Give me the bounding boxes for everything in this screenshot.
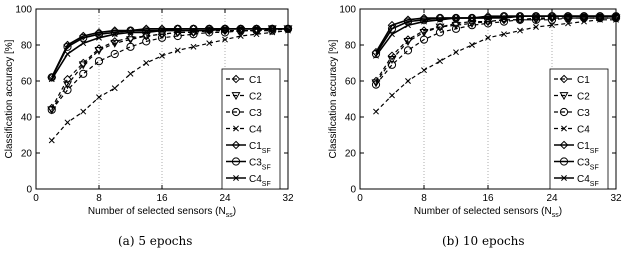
data-point — [65, 120, 70, 125]
caption-a: (a) 5 epochs — [118, 234, 193, 248]
y-tick-label: 20 — [20, 148, 32, 160]
y-tick-label: 0 — [26, 184, 32, 196]
x-tick-label: 16 — [482, 193, 494, 204]
data-point — [80, 70, 87, 77]
y-axis-label: Classification accuracy [%] — [4, 39, 15, 159]
legend — [550, 69, 608, 189]
y-tick-label: 40 — [344, 112, 356, 124]
x-tick-label: 32 — [610, 193, 622, 204]
x-tick-label: 32 — [282, 193, 294, 204]
legend-label: C2 — [249, 91, 262, 103]
legend-label: C2 — [577, 91, 590, 103]
legend-label: $C1_{SF}$ — [577, 141, 599, 155]
data-point — [404, 47, 411, 54]
data-point — [389, 93, 394, 98]
legend-label: $C3_{SF}$ — [577, 157, 599, 172]
data-point — [405, 78, 410, 83]
y-tick-label: 100 — [339, 4, 356, 16]
y-tick-label: 60 — [20, 76, 32, 88]
x-tick-label: 8 — [421, 193, 427, 204]
x-tick-label: 0 — [357, 193, 363, 204]
y-axis-label: Classification accuracy [%] — [328, 39, 339, 159]
data-point — [373, 109, 378, 114]
caption-b: (b) 10 epochs — [442, 234, 525, 248]
x-tick-label: 24 — [546, 193, 558, 204]
x-axis-label: Number of selected sensors $(N_{ss})$ — [87, 206, 237, 219]
data-point — [469, 42, 474, 47]
legend-label: C3 — [577, 108, 590, 119]
data-point — [144, 60, 149, 65]
x-tick-label: 24 — [219, 193, 231, 204]
data-point — [65, 51, 70, 56]
chart-b — [320, 0, 629, 230]
y-tick-label: 60 — [344, 76, 356, 88]
data-point — [112, 86, 117, 91]
legend-label: $C3_{SF}$ — [249, 157, 271, 172]
y-tick-label: 40 — [20, 112, 32, 124]
x-tick-label: 16 — [156, 193, 168, 204]
data-point — [453, 50, 458, 55]
y-tick-label: 100 — [15, 4, 32, 16]
y-tick-label: 80 — [20, 40, 32, 52]
legend-label: C1 — [249, 75, 262, 86]
x-tick-label: 0 — [33, 193, 39, 204]
y-tick-label: 80 — [344, 40, 356, 52]
y-tick-label: 20 — [344, 148, 356, 160]
data-point — [437, 59, 442, 64]
legend-label: C4 — [577, 124, 590, 136]
legend-label: $C4_{SF}$ — [577, 174, 599, 188]
data-point — [128, 71, 133, 76]
y-tick-label: 0 — [350, 184, 356, 196]
legend-label: $C1_{SF}$ — [249, 141, 271, 155]
legend-label: C4 — [249, 124, 262, 136]
legend-label: C1 — [577, 75, 590, 86]
data-point — [127, 43, 134, 50]
x-axis-label: Number of selected sensors $(N_{ss})$ — [413, 206, 563, 219]
x-tick-label: 8 — [96, 193, 102, 204]
legend-label: C3 — [249, 108, 262, 119]
legend-label: $C4_{SF}$ — [249, 174, 271, 188]
legend — [222, 69, 280, 189]
chart-a — [0, 0, 300, 230]
data-point — [81, 109, 86, 114]
data-point — [49, 138, 54, 143]
